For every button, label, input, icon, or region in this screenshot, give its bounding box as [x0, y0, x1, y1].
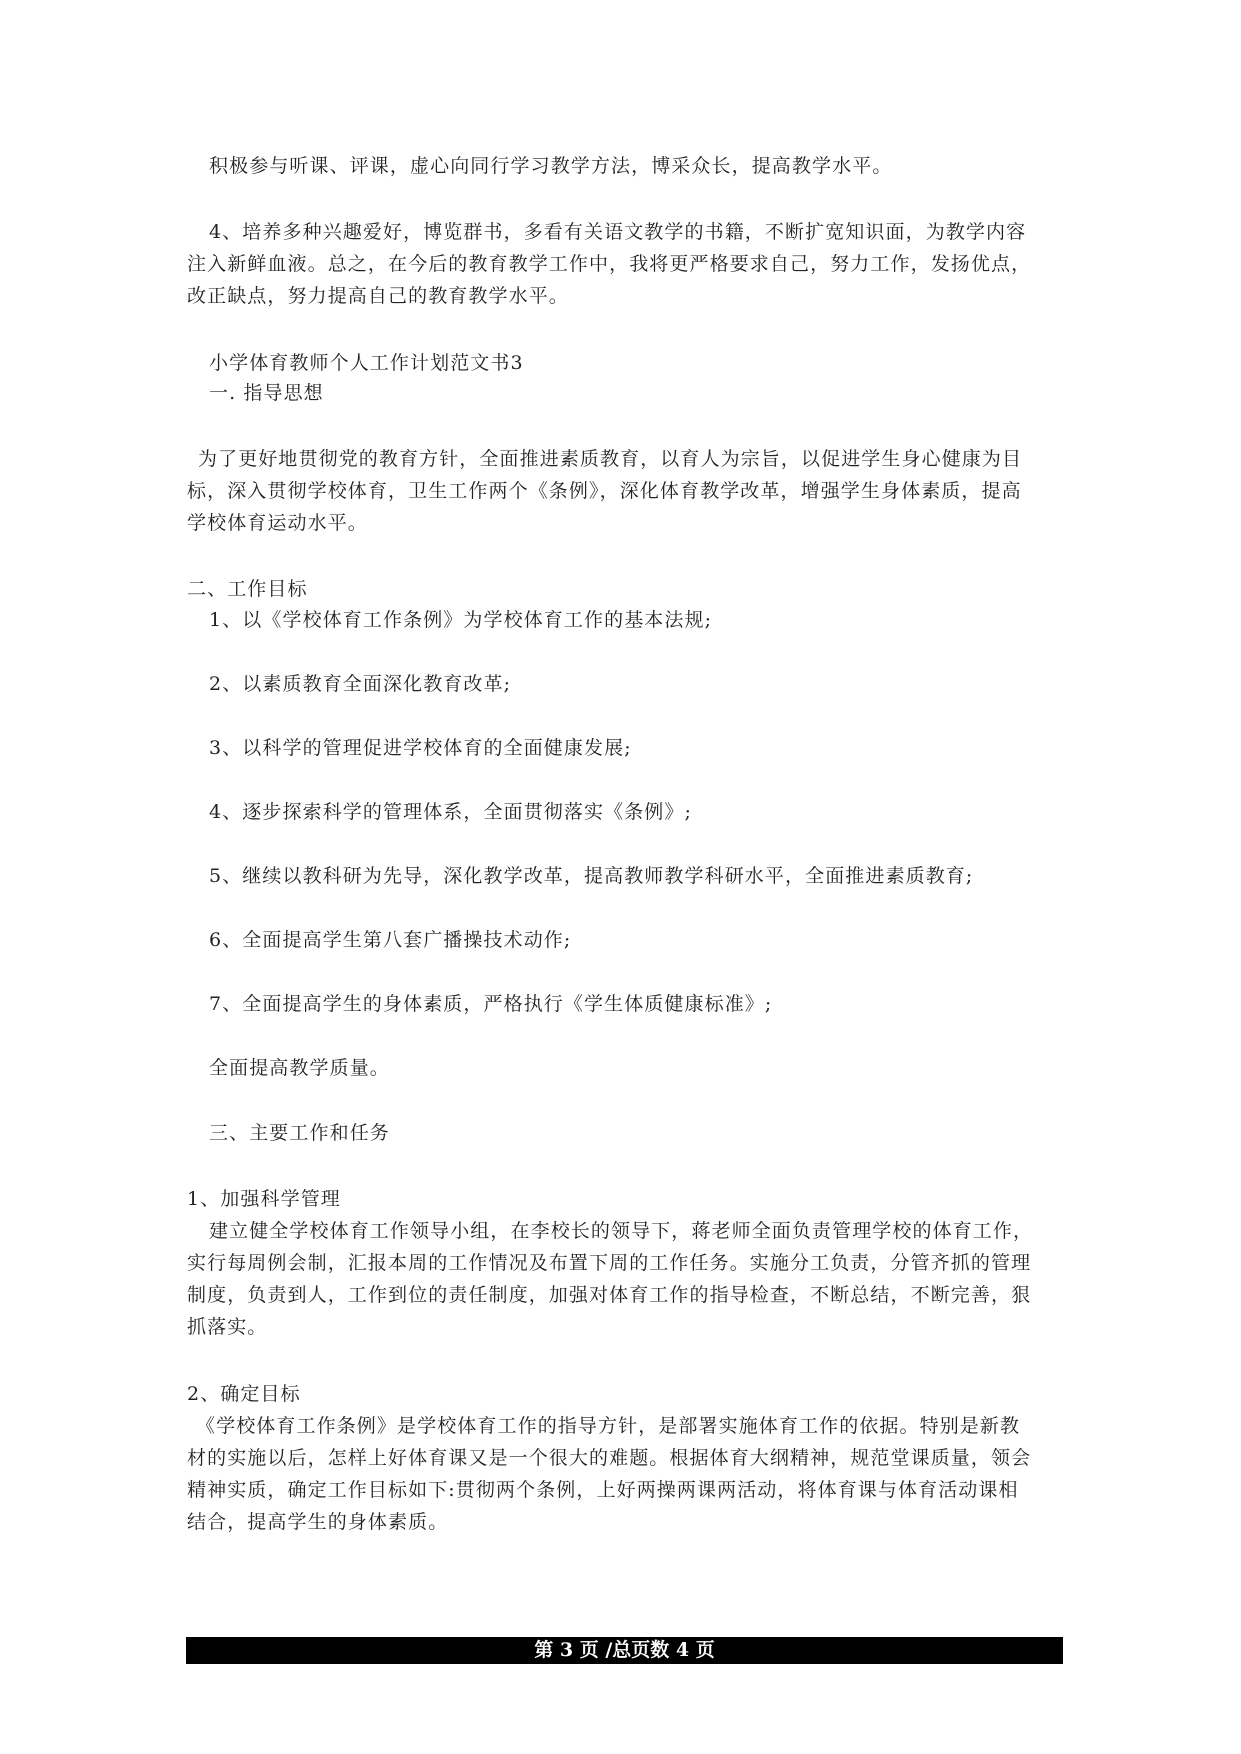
task-title: 1、加强科学管理 [187, 1188, 341, 1210]
paragraph-line: 《学校体育工作条例》是学校体育工作的指导方针，是部署实施体育工作的依据。特别是新教 [196, 1415, 1021, 1437]
goal-item: 2、以素质教育全面深化教育改革; [209, 673, 512, 695]
goal-item: 全面提高教学质量。 [209, 1057, 390, 1079]
goal-item: 7、全面提高学生的身体素质，严格执行《学生体质健康标准》; [209, 993, 773, 1015]
paragraph-line: 标，深入贯彻学校体育，卫生工作两个《条例》，深化体育教学改革，增强学生身体素质，提高 [187, 480, 1022, 502]
paragraph-line: 4、培养多种兴趣爱好，博览群书，多看有关语文教学的书籍，不断扩宽知识面，为教学内容 [209, 221, 1027, 243]
goal-item: 5、继续以教科研为先导，深化教学改革，提高教师教学科研水平，全面推进素质教育; [209, 865, 974, 887]
paragraph-line: 制度，负责到人，工作到位的责任制度，加强对体育工作的指导检查，不断总结，不断完善，狠 [187, 1284, 1032, 1306]
section-heading: 三、主要工作和任务 [209, 1122, 390, 1144]
section-title: 小学体育教师个人工作计划范文书3 [209, 352, 524, 374]
paragraph-line: 注入新鲜血液。总之，在今后的教育教学工作中，我将更严格要求自己，努力工作，发扬优点， [187, 253, 1032, 275]
paragraph-line: 学校体育运动水平。 [187, 512, 368, 534]
paragraph-line: 改正缺点，努力提高自己的教育教学水平。 [187, 285, 569, 307]
task-title: 2、确定目标 [187, 1383, 301, 1405]
section-heading: 一. 指导思想 [209, 382, 324, 404]
goal-item: 6、全面提高学生第八套广播操技术动作; [209, 929, 572, 951]
page-number-label: 第 3 页 /总页数 4 页 [534, 1639, 715, 1661]
paragraph-line: 积极参与听课、评课，虚心向同行学习教学方法，博采众长，提高教学水平。 [209, 155, 893, 177]
goal-item: 4、逐步探索科学的管理体系，全面贯彻落实《条例》; [209, 801, 692, 823]
section-heading: 二、工作目标 [187, 578, 308, 600]
page-footer [186, 1637, 1063, 1664]
paragraph-line: 实行每周例会制，汇报本周的工作情况及布置下周的工作任务。实施分工负责，分管齐抓的管理 [187, 1252, 1032, 1274]
paragraph-line: 材的实施以后，怎样上好体育课又是一个很大的难题。根据体育大纲精神，规范堂课质量，领会 [187, 1447, 1032, 1469]
goal-item: 1、以《学校体育工作条例》为学校体育工作的基本法规; [209, 609, 713, 631]
goal-item: 3、以科学的管理促进学校体育的全面健康发展; [209, 737, 632, 759]
paragraph-line: 结合，提高学生的身体素质。 [187, 1511, 449, 1533]
paragraph-line: 抓落实。 [187, 1316, 268, 1338]
paragraph-line: 精神实质，确定工作目标如下:贯彻两个条例，上好两操两课两活动，将体育课与体育活动课相 [187, 1479, 1019, 1501]
paragraph-line: 为了更好地贯彻党的教育方针，全面推进素质教育，以育人为宗旨，以促进学生身心健康为目 [198, 448, 1023, 470]
paragraph-line: 建立健全学校体育工作领导小组，在李校长的领导下，蒋老师全面负责管理学校的体育工作， [209, 1220, 1034, 1242]
